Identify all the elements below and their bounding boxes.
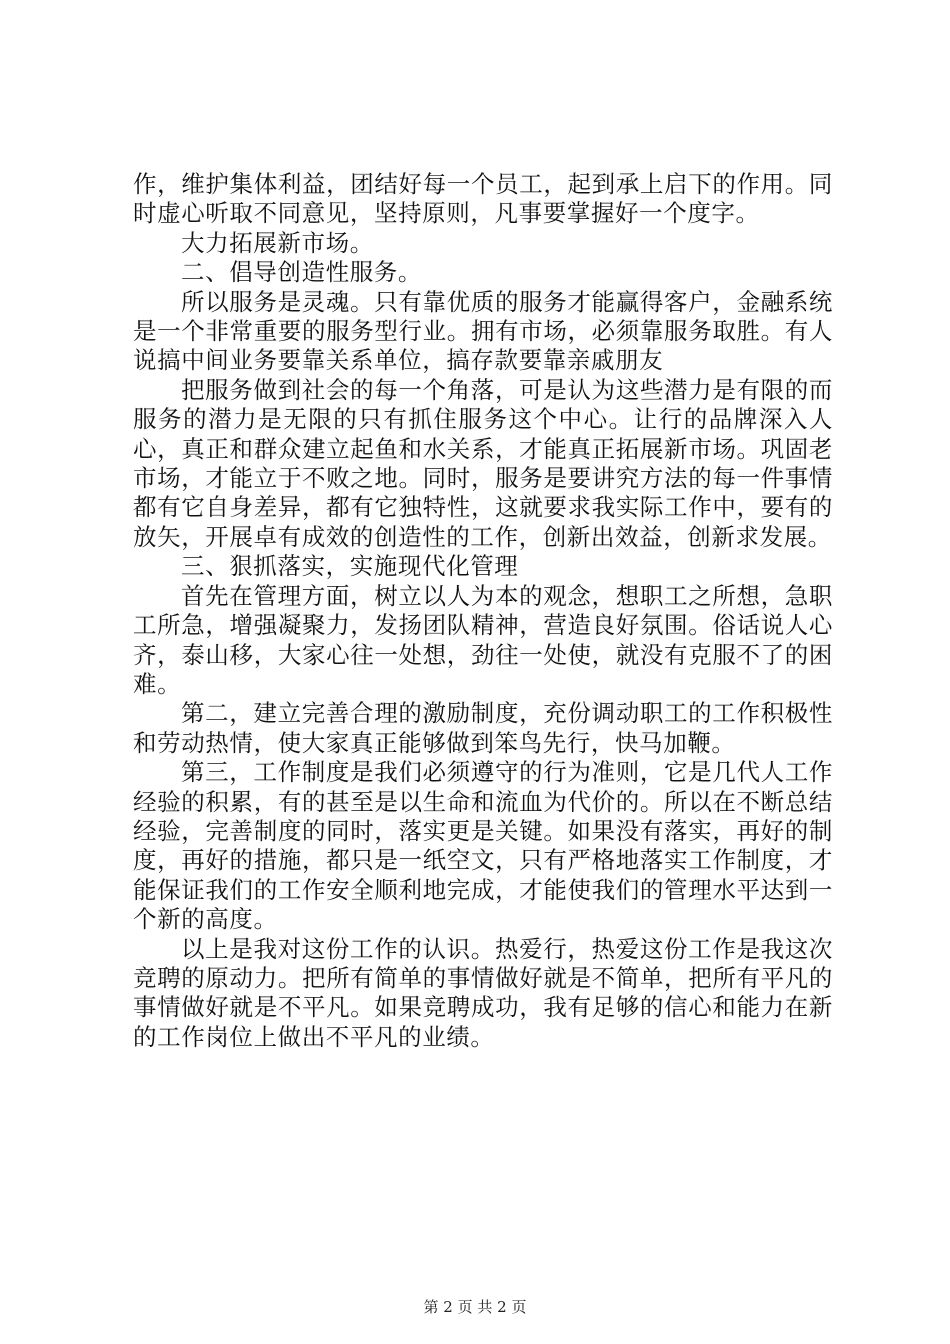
paragraph-incentive-second: 第二，建立完善合理的激励制度，充份调动职工的工作积极性和劳动热情，使大家真正能够做到笨鸟先行，快马加鞭。: [133, 699, 833, 757]
section-heading-2: 二、倡导创造性服务。: [181, 258, 422, 287]
paragraph-rules-third: 第三，工作制度是我们必须遵守的行为准则，它是几代人工作经验的积累，有的甚至是以生命和流血为代价的。所以在不断总结经验，完善制度的同时，落实更是关键。如果没有落实，再好的制度，再好的措施，都只是一纸空文，只有严格地落实工作制度，才能保证我们的工作安全顺利地完成，才能使我们的管理水平达到一个新的高度。: [133, 758, 833, 934]
paragraph-service-soul: 所以服务是灵魂。只有靠优质的服务才能赢得客户，金融系统是一个非常重要的服务型行业。拥有市场，必须靠服务取胜。有人说搞中间业务要靠关系单位，搞存款要靠亲戚朋友: [133, 287, 833, 375]
paragraph-service-everywhere: 把服务做到社会的每一个角落，可是认为这些潜力是有限的而服务的潜力是无限的只有抓住服务这个中心。让行的品牌深入人心，真正和群众建立起鱼和水关系，才能真正拓展新市场。巩固老市场，才能立于不败之地。同时，服务是要讲究方法的每一件事情都有它自身差异，都有它独特性，这就要求我实际工作中，要有的放矢，开展卓有成效的创造性的工作，创新出效益，创新求发展。: [133, 375, 833, 551]
paragraph-continuation: 作，维护集体利益，团结好每一个员工，起到承上启下的作用。同时虚心听取不同意见，坚持原则，凡事要掌握好一个度字。: [133, 170, 833, 228]
section-heading-3: 三、狠抓落实，实施现代化管理: [181, 552, 519, 581]
paragraph-management-first: 首先在管理方面，树立以人为本的观念，想职工之所想，急职工所急，增强凝聚力，发扬团队精神，营造良好氛围。俗话说人心齐，泰山移，大家心往一处想，劲往一处使，就没有克服不了的困难。: [133, 581, 833, 698]
document-body: [133, 170, 833, 1052]
paragraph-conclusion: 以上是我对这份工作的认识。热爱行，热爱这份工作是我这次竞聘的原动力。把所有简单的事情做好就是不简单，把所有平凡的事情做好就是不平凡。如果竞聘成功，我有足够的信心和能力在新的工作岗位上做出不平凡的业绩。: [133, 934, 833, 1051]
paragraph-expand-market: 大力拓展新市场。: [181, 228, 374, 257]
page-number-footer: 第 2 页 共 2 页: [423, 1298, 527, 1316]
